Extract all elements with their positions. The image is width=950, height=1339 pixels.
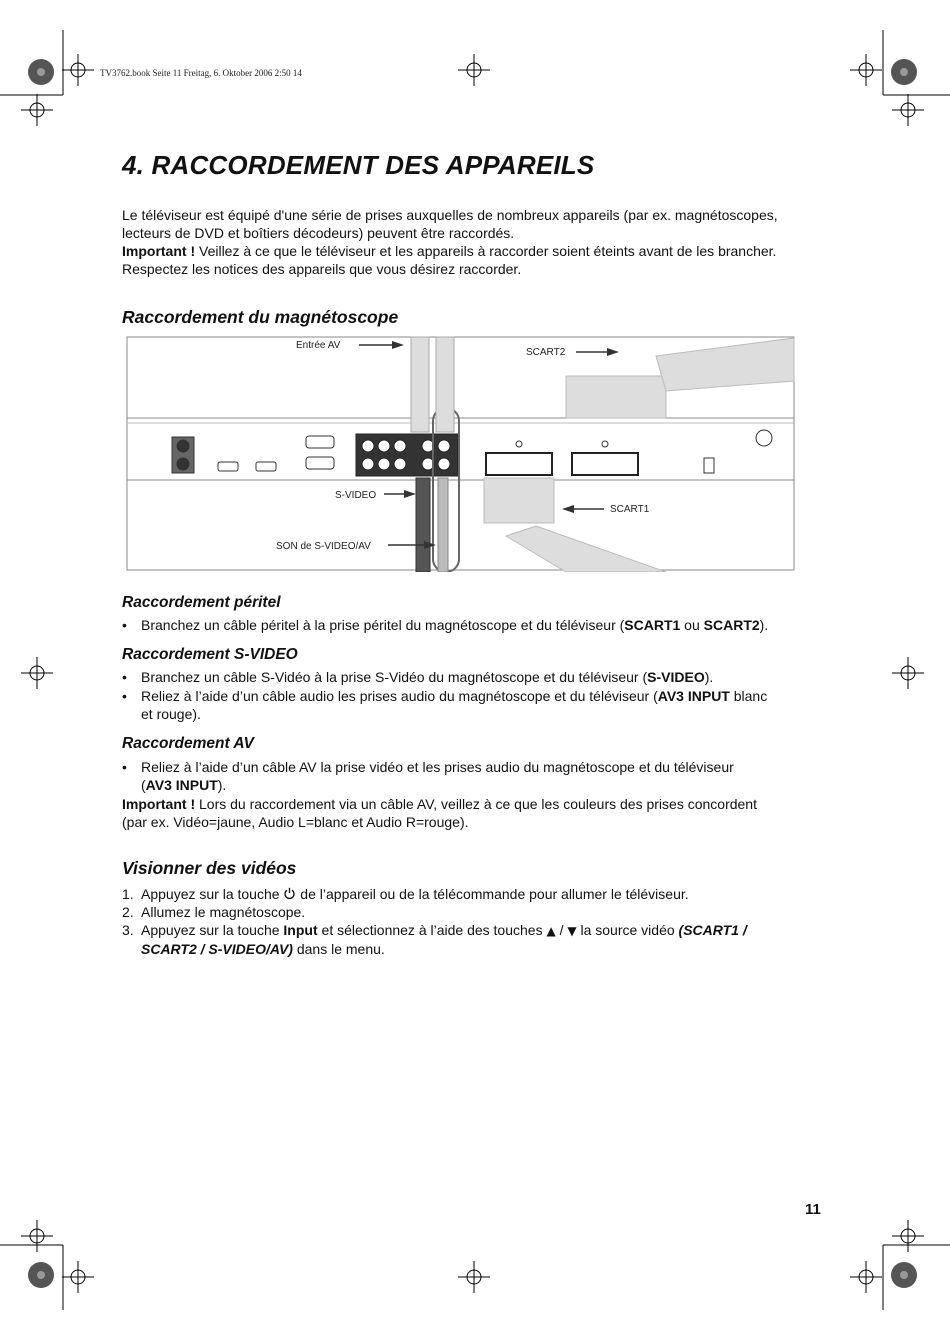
list-item (122, 758, 842, 794)
scart-port-icon (572, 453, 638, 475)
label-entree-av: Entrée AV (296, 340, 341, 351)
text: ( (141, 777, 146, 793)
text: Reliez à l’aide d’un câble AV la prise vidéo et les prises audio du magnétoscope et du téléviseur (141, 759, 734, 775)
scart-plug-icon (484, 478, 666, 572)
file-info-header: TV3762.book Seite 11 Freitag, 6. Oktober 2006 2:50 14 (100, 68, 302, 78)
intro-line: Le téléviseur est équipé d'une série de prises auxquelles de nombreux appareils (par ex. magnétoscopes, (122, 207, 778, 223)
section-heading-av: Raccordement AV (122, 735, 254, 752)
label-svideo: S-VIDEO (335, 490, 377, 501)
page-number: 11 (805, 1201, 821, 1218)
page-title: 4. RACCORDEMENT DES APPAREILS (122, 150, 595, 180)
list-item (122, 885, 842, 903)
audio-cable-icon (438, 478, 448, 572)
text: et rouge). (141, 706, 201, 722)
important-text: Lors du raccordement via un câble AV, veillez à ce que les couleurs des prises concordent (195, 796, 757, 812)
antenna-connector-icon (172, 437, 194, 473)
text: ). (759, 617, 769, 633)
scart-plug-icon (566, 338, 794, 418)
bold-text: SCART1 (624, 617, 681, 633)
bold-text: Input (283, 922, 318, 938)
intro-line: Respectez les notices des appareils que vous désirez raccorder. (122, 261, 522, 277)
important-label: Important ! (122, 243, 196, 259)
down-arrow-icon: ▼ (567, 924, 577, 938)
text: et sélectionnez à l’aide des touches (317, 922, 547, 938)
list-item (122, 687, 842, 723)
up-arrow-icon: ▲ (546, 924, 556, 938)
section-heading-svideo: Raccordement S-VIDEO (122, 646, 298, 663)
text: Allumez le magnétoscope. (141, 904, 306, 920)
important-label: Important ! (122, 796, 196, 812)
vga-port-icon (306, 436, 334, 448)
text: de l’appareil ou de la télécommande pour allumer le téléviseur. (296, 886, 689, 902)
text: (par ex. Vidéo=jaune, Audio L=blanc et Audio R=rouge). (122, 814, 469, 830)
list-item (122, 616, 842, 634)
connection-diagram (126, 336, 796, 572)
vga-port-icon (306, 457, 334, 469)
power-socket-icon (704, 458, 714, 473)
section-heading-vcr: Raccordement du magnétoscope (122, 307, 399, 327)
av-important (122, 795, 842, 831)
section-heading-videos: Visionner des vidéos (122, 858, 297, 878)
bold-text: S-VIDEO (647, 669, 705, 685)
hdmi-port-icon (256, 462, 276, 471)
bullet: • (122, 688, 127, 704)
text: ). (217, 777, 227, 793)
italic-text: (SCART1 / (678, 922, 747, 938)
text: / (555, 922, 568, 938)
bold-text: AV3 INPUT (145, 777, 218, 793)
text: ). (704, 669, 714, 685)
text: Reliez à l’aide d’un câble audio les prises audio du magnétoscope et du téléviseur ( (141, 688, 658, 704)
list-item (122, 668, 842, 686)
text: la source vidéo (576, 922, 679, 938)
scart-port-icon (486, 453, 552, 475)
label-son: SON de S-VIDEO/AV (276, 541, 371, 552)
text: dans le menu. (292, 941, 385, 957)
bold-text: SCART2 (703, 617, 760, 633)
important-text: Veillez à ce que le téléviseur et les appareils à raccorder soient éteints avant de les brancher. (195, 243, 777, 259)
text: ou (680, 617, 704, 633)
label-scart1: SCART1 (610, 504, 650, 515)
step-number: 1. (122, 886, 134, 902)
coax-socket-icon (756, 430, 772, 446)
power-icon (283, 887, 296, 900)
text: Branchez un câble péritel à la prise péritel du magnétoscope et du téléviseur ( (141, 617, 625, 633)
hdmi-port-icon (218, 462, 238, 471)
step-number: 2. (122, 904, 134, 920)
bold-text: AV3 INPUT (657, 688, 730, 704)
registration-target-icon (458, 54, 490, 86)
intro-line: lecteurs de DVD et boîtiers décodeurs) peuvent être raccordés. (122, 225, 515, 241)
bullet: • (122, 669, 127, 685)
intro-important (122, 242, 842, 260)
text: Appuyez sur la touche (141, 922, 284, 938)
step-number: 3. (122, 922, 134, 938)
section-heading-peritel: Raccordement péritel (122, 594, 281, 611)
text: Appuyez sur la touche (141, 886, 284, 902)
list-item (122, 921, 842, 957)
bullet: • (122, 759, 127, 775)
text: Branchez un câble S-Vidéo à la prise S-Vidéo du magnétoscope et du téléviseur ( (141, 669, 648, 685)
list-item (122, 903, 842, 921)
rca-jacks-icon (356, 434, 458, 476)
bullet: • (122, 617, 127, 633)
italic-text: SCART2 / S-VIDEO/AV) (141, 941, 293, 957)
text: blanc (729, 688, 768, 704)
intro-paragraph (122, 206, 842, 278)
label-scart2: SCART2 (526, 347, 566, 358)
svideo-cable-icon (416, 478, 430, 572)
